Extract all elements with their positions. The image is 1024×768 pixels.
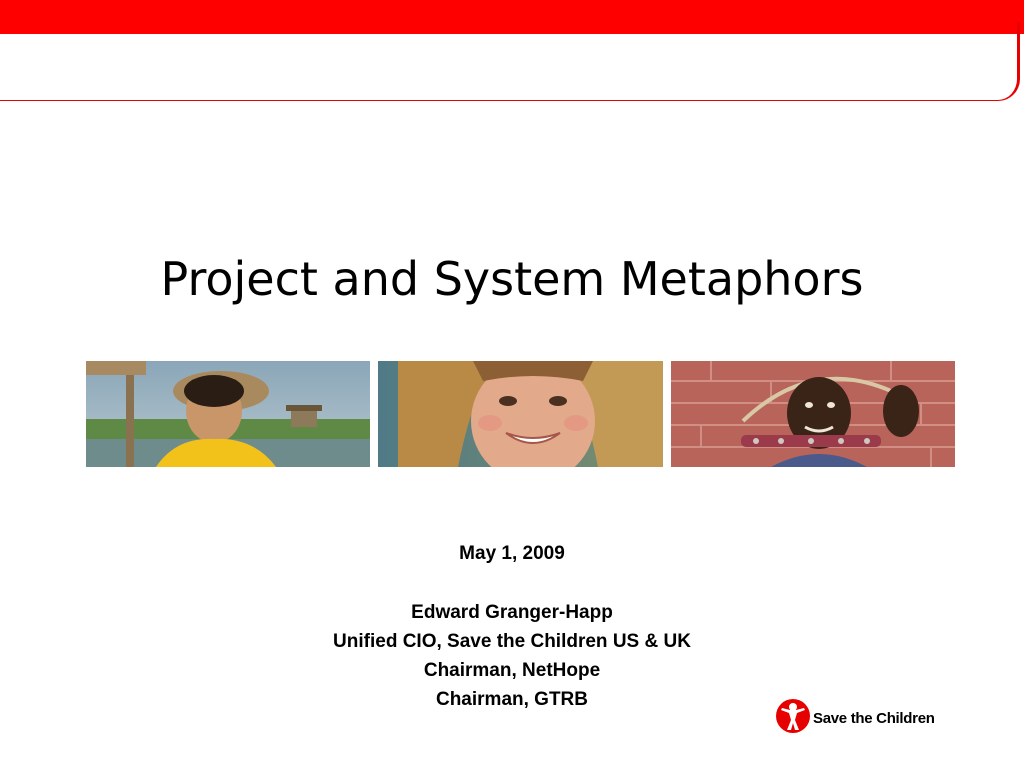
header-frame bbox=[0, 22, 1020, 101]
presenter-block bbox=[0, 598, 1024, 714]
slide-title: Project and System Metaphors bbox=[160, 252, 864, 306]
presentation-date: May 1, 2009 bbox=[459, 543, 565, 564]
presenter-name: Edward Granger-Happ bbox=[411, 602, 613, 623]
photo-boy-holding-beads bbox=[671, 361, 955, 467]
photo-girl-yellow-shirt bbox=[86, 361, 370, 467]
presenter-title-cio: Unified CIO, Save the Children US & UK bbox=[333, 631, 691, 652]
photo-smiling-girl bbox=[378, 361, 663, 467]
child-figure-icon bbox=[775, 698, 811, 734]
photo-strip bbox=[86, 361, 956, 467]
presenter-title-gtrb: Chairman, GTRB bbox=[435, 689, 589, 710]
logo-text: Save the Children bbox=[813, 710, 935, 727]
save-the-children-logo bbox=[775, 698, 960, 738]
presenter-title-nethope: Chairman, NetHope bbox=[423, 660, 601, 681]
